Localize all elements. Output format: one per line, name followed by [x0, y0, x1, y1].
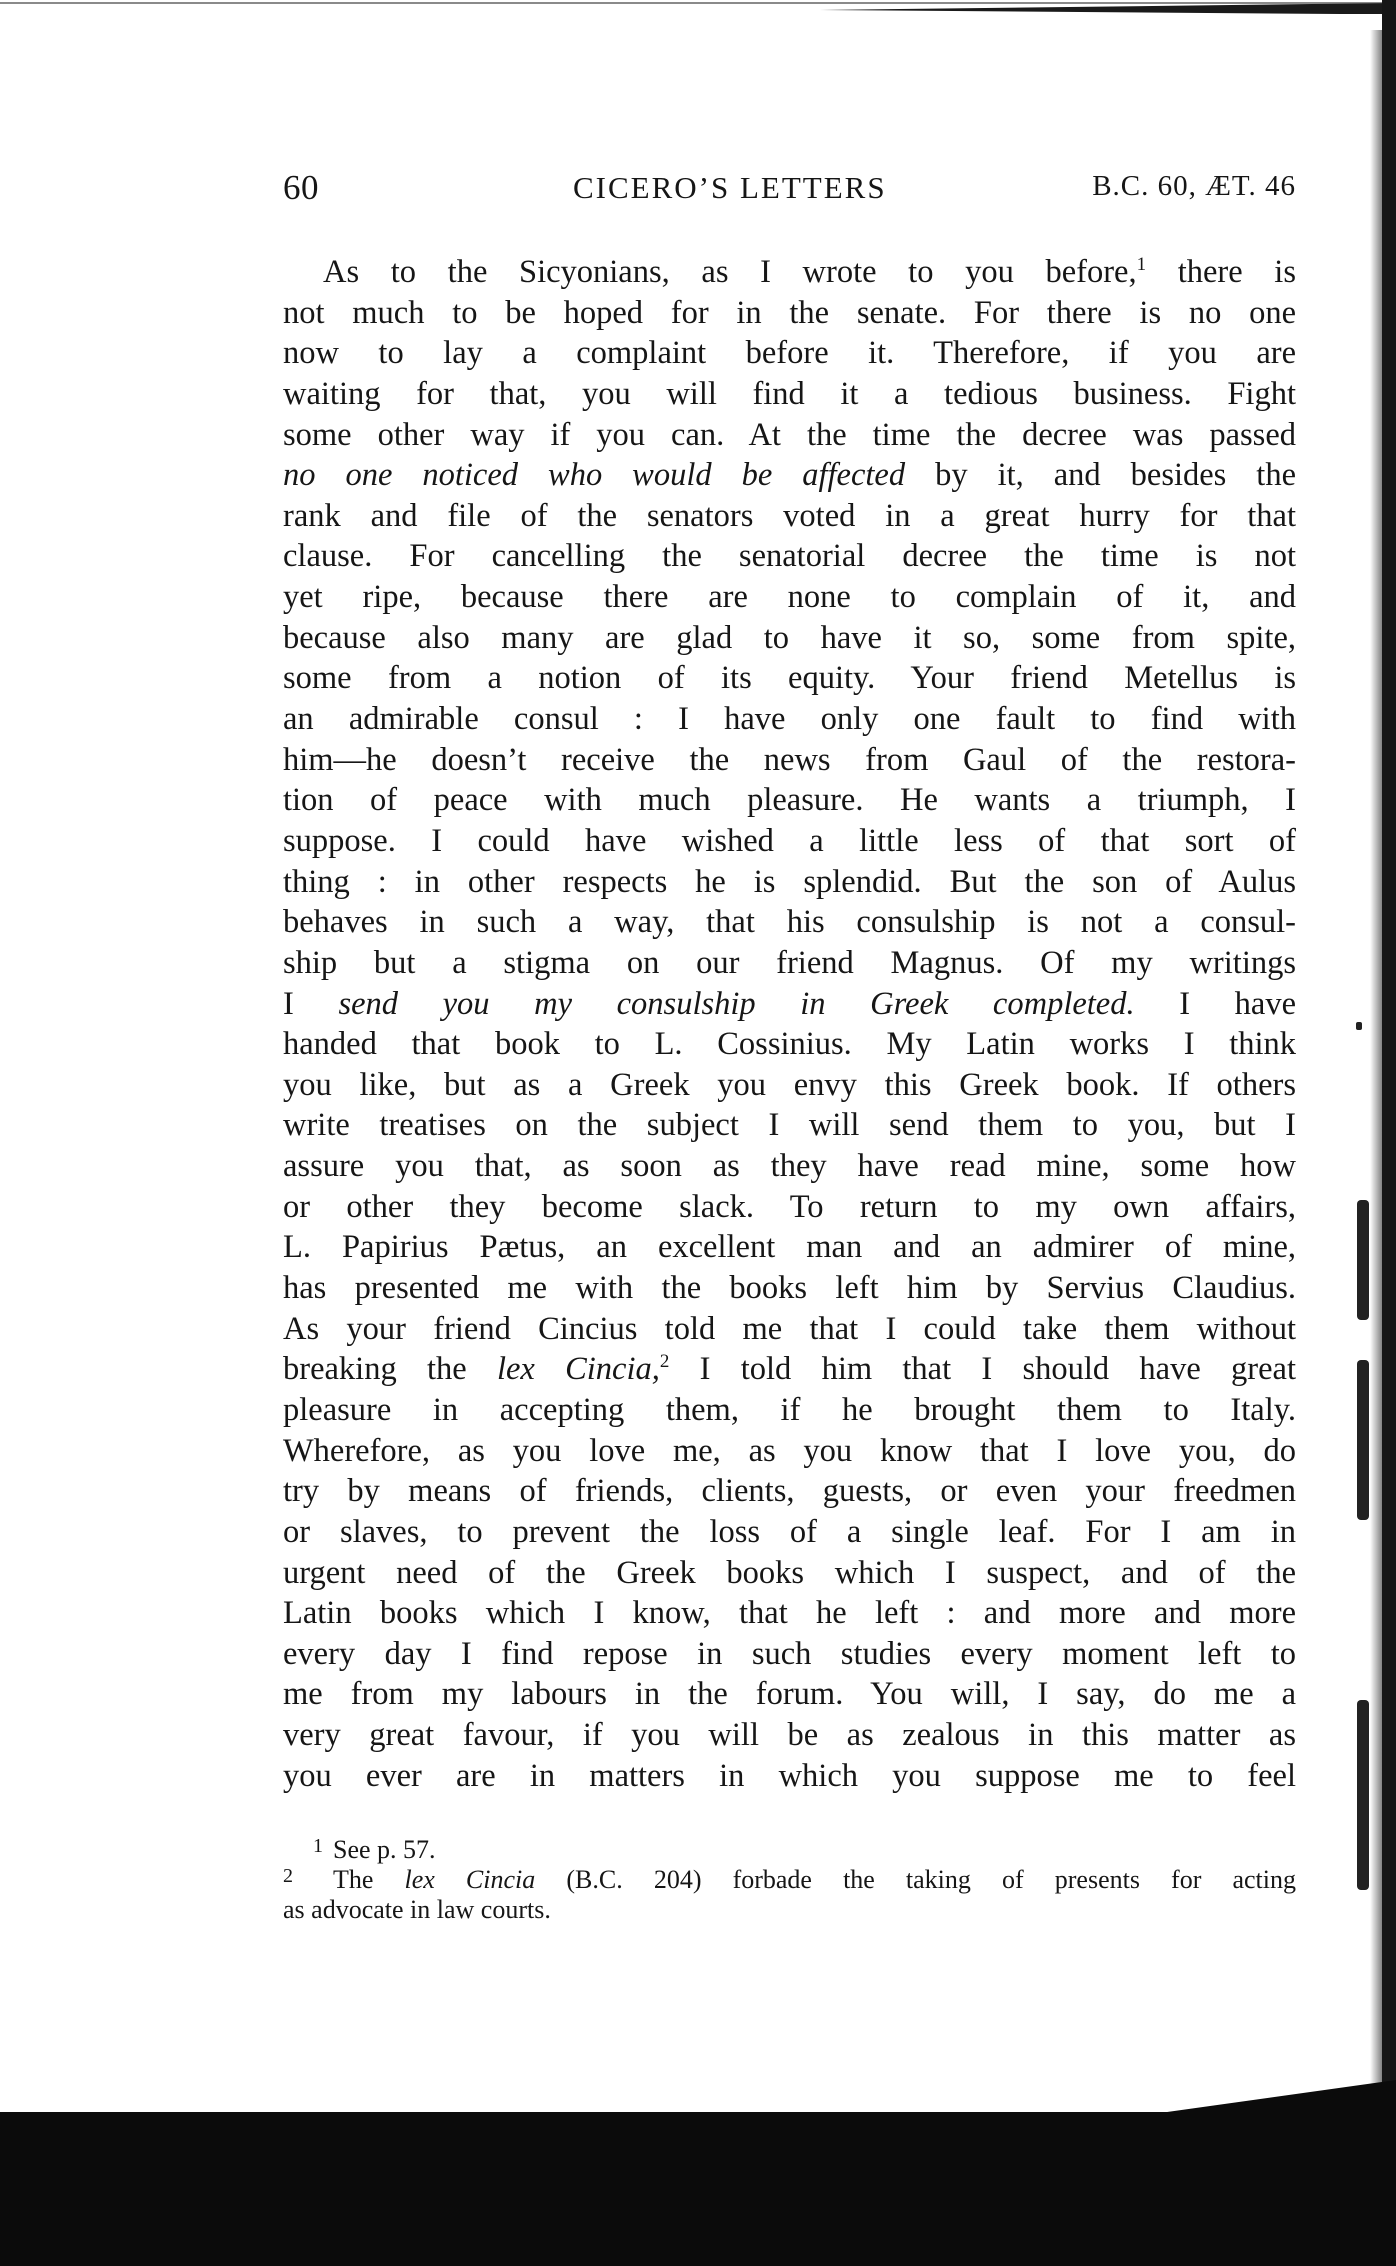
text-line: no one noticed who would be affected by it, and besides the	[283, 457, 1296, 494]
text-line: rank and file of the senators voted in a great hurry for that	[283, 497, 1296, 534]
footnotes	[283, 1835, 1296, 1925]
running-date: B.C. 60, ÆT. 46	[1092, 170, 1296, 202]
text-line: because also many are glad to have it so, some from spite,	[283, 619, 1296, 656]
text-line: write treatises on the subject I will send them to you, but I	[283, 1107, 1296, 1144]
text-line: has presented me with the books left him by Servius Claudius.	[283, 1270, 1296, 1307]
page-edge	[1382, 0, 1396, 2266]
text-line: Latin books which I know, that he left : and more and more	[283, 1595, 1296, 1632]
footnote-2	[283, 1865, 1296, 1895]
footnote-mark: 1	[313, 1835, 323, 1857]
scan-mark	[1357, 1200, 1369, 1320]
text-line: me from my labours in the forum. You will, I say, do me a	[283, 1676, 1296, 1713]
text-line: some from a notion of its equity. Your friend Metellus is	[283, 660, 1296, 697]
text-line: L. Papirius Pætus, an excellent man and an admirer of mine,	[283, 1229, 1296, 1266]
text-line: very great favour, if you will be as zealous in this matter as	[283, 1717, 1296, 1754]
page-number: 60	[283, 168, 319, 207]
text-line: waiting for that, you will find it a tedious business. Fight	[283, 375, 1296, 412]
text-line: thing : in other respects he is splendid. But the son of Aulus	[283, 863, 1296, 900]
top-rule	[0, 0, 1396, 14]
footnote-text: as advocate in law courts.	[283, 1895, 551, 1924]
running-title: CICERO’S LETTERS	[573, 170, 887, 205]
footnote-text: (	[535, 1865, 576, 1894]
text-line: Wherefore, as you love me, as you know that I love you, do	[283, 1432, 1296, 1469]
text-line: try by means of friends, clients, guests, or even your freedmen	[283, 1473, 1296, 1510]
footnote-text: The	[333, 1865, 405, 1894]
text-line: some other way if you can. At the time the decree was passed	[283, 416, 1296, 453]
text-line: pleasure in accepting them, if he brought them to Italy.	[283, 1391, 1296, 1428]
footnote-mark: 2	[283, 1865, 293, 1887]
text-line: or other they become slack. To return to my own affairs,	[283, 1188, 1296, 1225]
text-line: breaking the lex Cincia,$^2$ I told him that I should have great	[283, 1351, 1296, 1388]
text-line: an admirable consul : I have only one fault to find with	[283, 701, 1296, 738]
footnote-2-continued	[283, 1895, 1296, 1925]
text-line: you like, but as a Greek you envy this Greek book. If others	[283, 1066, 1296, 1103]
running-head	[283, 168, 1296, 208]
footnote-italic: lex Cincia	[404, 1865, 536, 1894]
scan-mark	[1357, 1700, 1369, 1890]
text-line: handed that book to L. Cossinius. My Latin works I think	[283, 1026, 1296, 1063]
text-line: assure you that, as soon as they have read mine, some how	[283, 1148, 1296, 1185]
text-line: you ever are in matters in which you suppose me to feel	[283, 1757, 1296, 1794]
letter-body	[283, 252, 1296, 1796]
text-line: clause. For cancelling the senatorial decree the time is not	[283, 538, 1296, 575]
text-line: ship but a stigma on our friend Magnus. Of my writings	[283, 944, 1296, 981]
text-line: not much to be hoped for in the senate. For there is no one	[283, 294, 1296, 331]
text-line: behaves in such a way, that his consulship is not a consul-	[283, 904, 1296, 941]
footnote-text: See p. 57.	[333, 1835, 436, 1864]
footnote-1	[283, 1835, 1296, 1865]
text-line: As your friend Cincius told me that I could take them without	[283, 1310, 1296, 1347]
text-line: urgent need of the Greek books which I suspect, and of the	[283, 1554, 1296, 1591]
text-line: now to lay a complaint before it. Therefore, if you are	[283, 335, 1296, 372]
footnote-text: 204) forbade the taking of presents for acting	[622, 1865, 1296, 1894]
text-line: tion of peace with much pleasure. He wants a triumph, I	[283, 782, 1296, 819]
scan-border	[0, 2112, 1396, 2266]
text-line: As to the Sicyonians, as I wrote to you before,$^1$ there is	[323, 254, 1296, 290]
scan-mark	[1357, 1360, 1369, 1520]
margin-dot	[1356, 1022, 1362, 1030]
text-line: yet ripe, because there are none to complain of it, and	[283, 579, 1296, 616]
text-line: or slaves, to prevent the loss of a single leaf. For I am in	[283, 1513, 1296, 1550]
footnote-smallcaps: B.C.	[575, 1865, 623, 1894]
text-line: him—he doesn’t receive the news from Gaul of the restora-	[283, 741, 1296, 778]
text-line: suppose. I could have wished a little less of that sort of	[283, 822, 1296, 859]
text-line: I send you my consulship in Greek completed. I have	[283, 985, 1296, 1022]
text-line: every day I find repose in such studies every moment left to	[283, 1635, 1296, 1672]
